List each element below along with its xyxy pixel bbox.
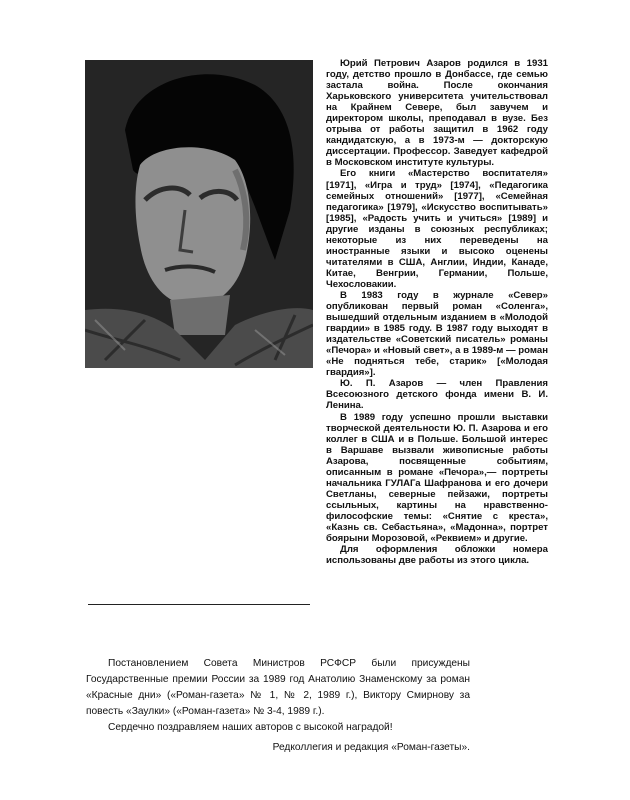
congratulations-text: Сердечно поздравляем наших авторов с высокой наградой!: [108, 722, 393, 733]
bio-paragraph-books: Его книги «Мастерство воспитателя» [1971], «Игра и труд» [1974], «Педагогика семейных отношений» [1977], «Семейная педагогика» [1979], «Искусство воспитывать» [1985], «Радость учить и учиться» [1989] и другие изданы в союзных республиках; некоторые из них переведены на иностранные языки и высоко оценены читателями в США, Англии, Индии, Канаде, Китае, Венгрии, Германии, Польше, Чехословакии.: [326, 168, 548, 290]
divider-line: [88, 604, 310, 605]
author-portrait: [85, 60, 313, 368]
portrait-image: [85, 60, 313, 368]
bio-paragraph-fund: Ю. П. Азаров — член Правления Всесоюзного детского фонда имени В. И. Ленина.: [326, 378, 548, 412]
award-decree-text: Постановлением Совета Министров РСФСР были присуждены Государственные премии России за 1989 год Анатолию Знаменскому за роман «Красные дни» («Роман-газета» № 1, № 2, 1989 г.), Виктору Смирнову за повесть «Заулки» («Роман-газета» № 3-4, 1989 г.).: [86, 658, 470, 717]
editorial-signature: Редколлегия и редакция «Роман-газеты».: [272, 742, 470, 753]
author-biography: [326, 58, 548, 566]
award-announcement: [86, 656, 470, 756]
bio-paragraph-novels: В 1983 году в журнале «Север» опубликован первый роман «Соленга», вышедший отдельным изданием в «Молодой гвардии» в 1985 году. В 1987 году выходят в издательстве «Советский писатель» романы «Печора» и «Новый свет», а в 1989-м — роман «Не подняться тебе, старик» [«Молодая гвардия»].: [326, 289, 548, 379]
bio-paragraph-cover: Для оформления обложки номера использованы две работы из этого цикла.: [326, 544, 548, 567]
bio-paragraph-birth: Юрий Петрович Азаров родился в 1931 году, детство прошло в Донбассе, где семью застала война. После окончания Харьковского университета учительствовал на Крайнем Севере, был завучем и директором школы, преподавал в вузе. Без отрыва от работы защитил в 1962 году кандидатскую, а в 1973-м — докторскую диссертации. Профессор. Заведует кафедрой в Московском институте культуры.: [326, 58, 548, 169]
bio-paragraph-exhibitions: В 1989 году успешно прошли выставки творческой деятельности Ю. П. Азарова и его коллег в США и в Польше. Большой интерес в Варшаве вызвали живописные работы Азарова, посвященные событиям, описанным в романе «Печора»,— портреты начальника ГУЛАГа Шафранова и его дочери Светланы, северные пейзажи, портреты ссыльных, картины на нравственно-философские темы: «Снятие с креста», «Казнь св. Себастьяна», «Мадонна», портрет боярыни Морозовой, «Реквием» и другие.: [326, 411, 548, 545]
